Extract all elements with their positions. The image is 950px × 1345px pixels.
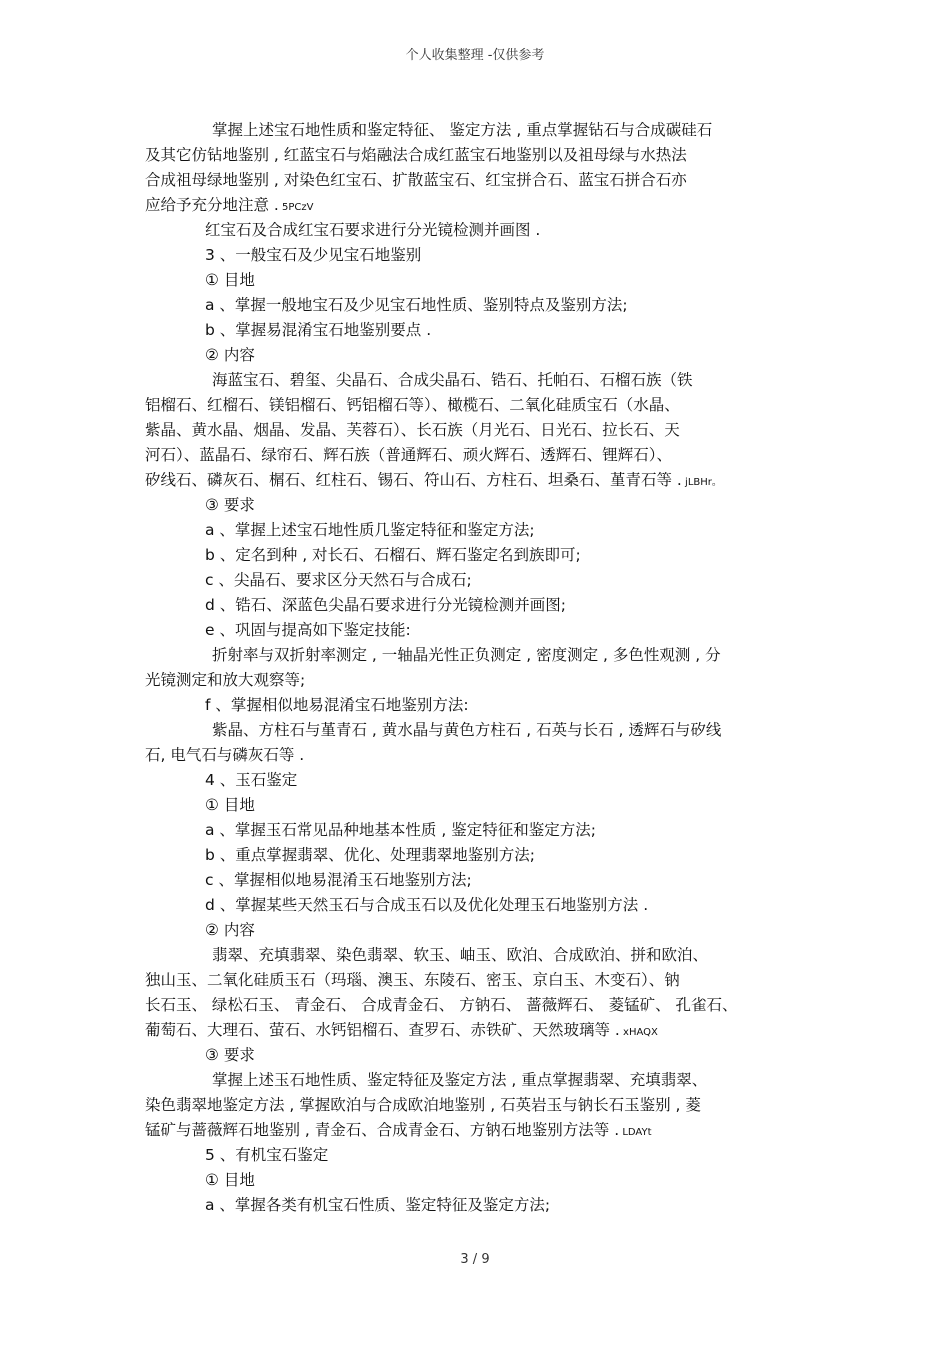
text-line [145,918,817,943]
text-line [145,518,817,543]
line-text: b 、掌握易混淆宝石地鉴别要点 . [205,321,432,339]
line-text: c 、掌握相似地易混淆玉石地鉴别方法; [205,871,472,889]
line-text: d 、掌握某些天然玉石与合成玉石以及优化处理玉石地鉴别方法 . [205,896,649,914]
text-line [145,1118,817,1143]
text-line [145,1143,817,1168]
text-line [145,1193,817,1218]
text-line [145,618,817,643]
text-line [145,1168,817,1193]
watermark-tag: xHAQX [619,1027,658,1038]
watermark-tag: 5PCzV [278,202,314,213]
text-line [145,493,817,518]
text-line [145,993,817,1018]
line-text: 染色翡翠地鉴定方法 , 掌握欧泊与合成欧泊地鉴别 , 石英岩玉与钠长石玉鉴别 , 菱 [145,1096,701,1114]
line-text: ③ 要求 [205,496,255,514]
line-text: d 、锆石、深蓝色尖晶石要求进行分光镜检测并画图; [205,596,566,614]
text-line [145,768,817,793]
line-text: b 、重点掌握翡翠、优化、处理翡翠地鉴别方法; [205,846,535,864]
line-text: e 、巩固与提高如下鉴定技能: [205,621,411,639]
line-text: 4 、玉石鉴定 [205,771,298,789]
text-line [145,593,817,618]
line-text: ① 目地 [205,796,255,814]
text-line [145,668,817,693]
line-text: 及其它仿钻地鉴别 , 红蓝宝石与焰融法合成红蓝宝石地鉴别以及祖母绿与水热法 [145,146,687,164]
line-text: a 、掌握上述宝石地性质几鉴定特征和鉴定方法; [205,521,535,539]
text-line [145,793,817,818]
text-line [145,868,817,893]
text-line [145,568,817,593]
line-text: f 、掌握相似地易混淆宝石地鉴别方法: [205,696,469,714]
line-text: 石, 电气石与磷灰石等 . [145,746,305,764]
line-text: 紫晶、黄水晶、烟晶、发晶、芙蓉石）、长石族（月光石、日光石、拉长石、天 [145,421,680,439]
line-text: 合成祖母绿地鉴别 , 对染色红宝石、扩散蓝宝石、红宝拼合石、蓝宝石拼合石亦 [145,171,687,189]
text-line [145,1068,817,1093]
line-text: 海蓝宝石、碧玺、尖晶石、合成尖晶石、锆石、托帕石、石榴石族（铁 [212,371,693,389]
text-line [145,843,817,868]
line-text: 锰矿与蔷薇辉石地鉴别 , 青金石、合成青金石、方钠石地鉴别方法等 . [145,1121,620,1139]
text-line [145,1093,817,1118]
text-line [145,368,817,393]
text-line [145,818,817,843]
text-line [145,443,817,468]
line-text: ① 目地 [205,1171,255,1189]
text-line [145,718,817,743]
line-text: ② 内容 [205,346,255,364]
text-line [145,143,817,168]
line-text: 掌握上述玉石地性质、鉴定特征及鉴定方法 , 重点掌握翡翠、充填翡翠、 [212,1071,708,1089]
text-line [145,1043,817,1068]
text-line [145,693,817,718]
line-text: a 、掌握一般地宝石及少见宝石地性质、鉴别特点及鉴别方法; [205,296,628,314]
line-text: 翡翠、充填翡翠、染色翡翠、软玉、岫玉、欧泊、合成欧泊、拼和欧泊、 [212,946,709,964]
text-line [145,218,817,243]
line-text: 应给予充分地注意 . [145,196,279,214]
text-line [145,1018,817,1043]
line-text: a 、掌握各类有机宝石性质、鉴定特征及鉴定方法; [205,1196,551,1214]
text-line [145,893,817,918]
line-text: 掌握上述宝石地性质和鉴定特征、 鉴定方法 , 重点掌握钻石与合成碳硅石 [212,121,713,139]
page-number: 3 / 9 [460,1252,490,1267]
text-line [145,318,817,343]
text-line [145,543,817,568]
line-text: ② 内容 [205,921,255,939]
line-text: 光镜测定和放大观察等; [145,671,306,689]
text-line [145,168,817,193]
text-line [145,743,817,768]
line-text: ③ 要求 [205,1046,255,1064]
line-text: 河石）、蓝晶石、绿帘石、辉石族（普通辉石、顽火辉石、透辉石、锂辉石）、 [145,446,673,464]
document-body [145,118,817,1218]
text-line [145,643,817,668]
line-text: 紫晶、方柱石与堇青石 , 黄水晶与黄色方柱石 , 石英与长石 , 透辉石与矽线 [212,721,722,739]
line-text: b 、定名到种 , 对长石、石榴石、辉石鉴定名到族即可; [205,546,581,564]
text-line [145,118,817,143]
watermark-tag: LDAYt [619,1127,652,1138]
line-text: 矽线石、磷灰石、榍石、红柱石、锡石、符山石、方柱石、坦桑石、堇青石等 . [145,471,682,489]
text-line [145,468,817,493]
line-text: 3 、一般宝石及少见宝石地鉴别 [205,246,422,264]
text-line [145,268,817,293]
text-line [145,393,817,418]
watermark-tag: jLBHr。 [681,477,722,488]
line-text: 葡萄石、大理石、萤石、水钙铝榴石、查罗石、赤铁矿、天然玻璃等 . [145,1021,620,1039]
line-text: 红宝石及合成红宝石要求进行分光镜检测并画图 . [205,221,541,239]
text-line [145,943,817,968]
line-text: 长石玉、 绿松石玉、 青金石、 合成青金石、 方钠石、 蔷薇辉石、 菱锰矿、 孔雀石、 [145,996,738,1014]
text-line [145,193,817,218]
text-line [145,293,817,318]
text-line [145,418,817,443]
line-text: 折射率与双折射率测定 , 一轴晶光性正负测定 , 密度测定 , 多色性观测 , 分 [212,646,721,664]
text-line [145,343,817,368]
line-text: 5 、有机宝石鉴定 [205,1146,329,1164]
line-text: c 、尖晶石、要求区分天然石与合成石; [205,571,472,589]
line-text: 独山玉、二氧化硅质玉石（玛瑙、澳玉、东陵石、密玉、京白玉、木变石）、钠 [145,971,680,989]
text-line [145,243,817,268]
text-line [145,968,817,993]
line-text: a 、掌握玉石常见品种地基本性质 , 鉴定特征和鉴定方法; [205,821,596,839]
page-header: 个人收集整理 -仅供参考 [405,48,545,63]
line-text: 铝榴石、红榴石、镁铝榴石、钙铝榴石等）、橄榄石、二氧化硅质宝石（水晶、 [145,396,680,414]
line-text: ① 目地 [205,271,255,289]
